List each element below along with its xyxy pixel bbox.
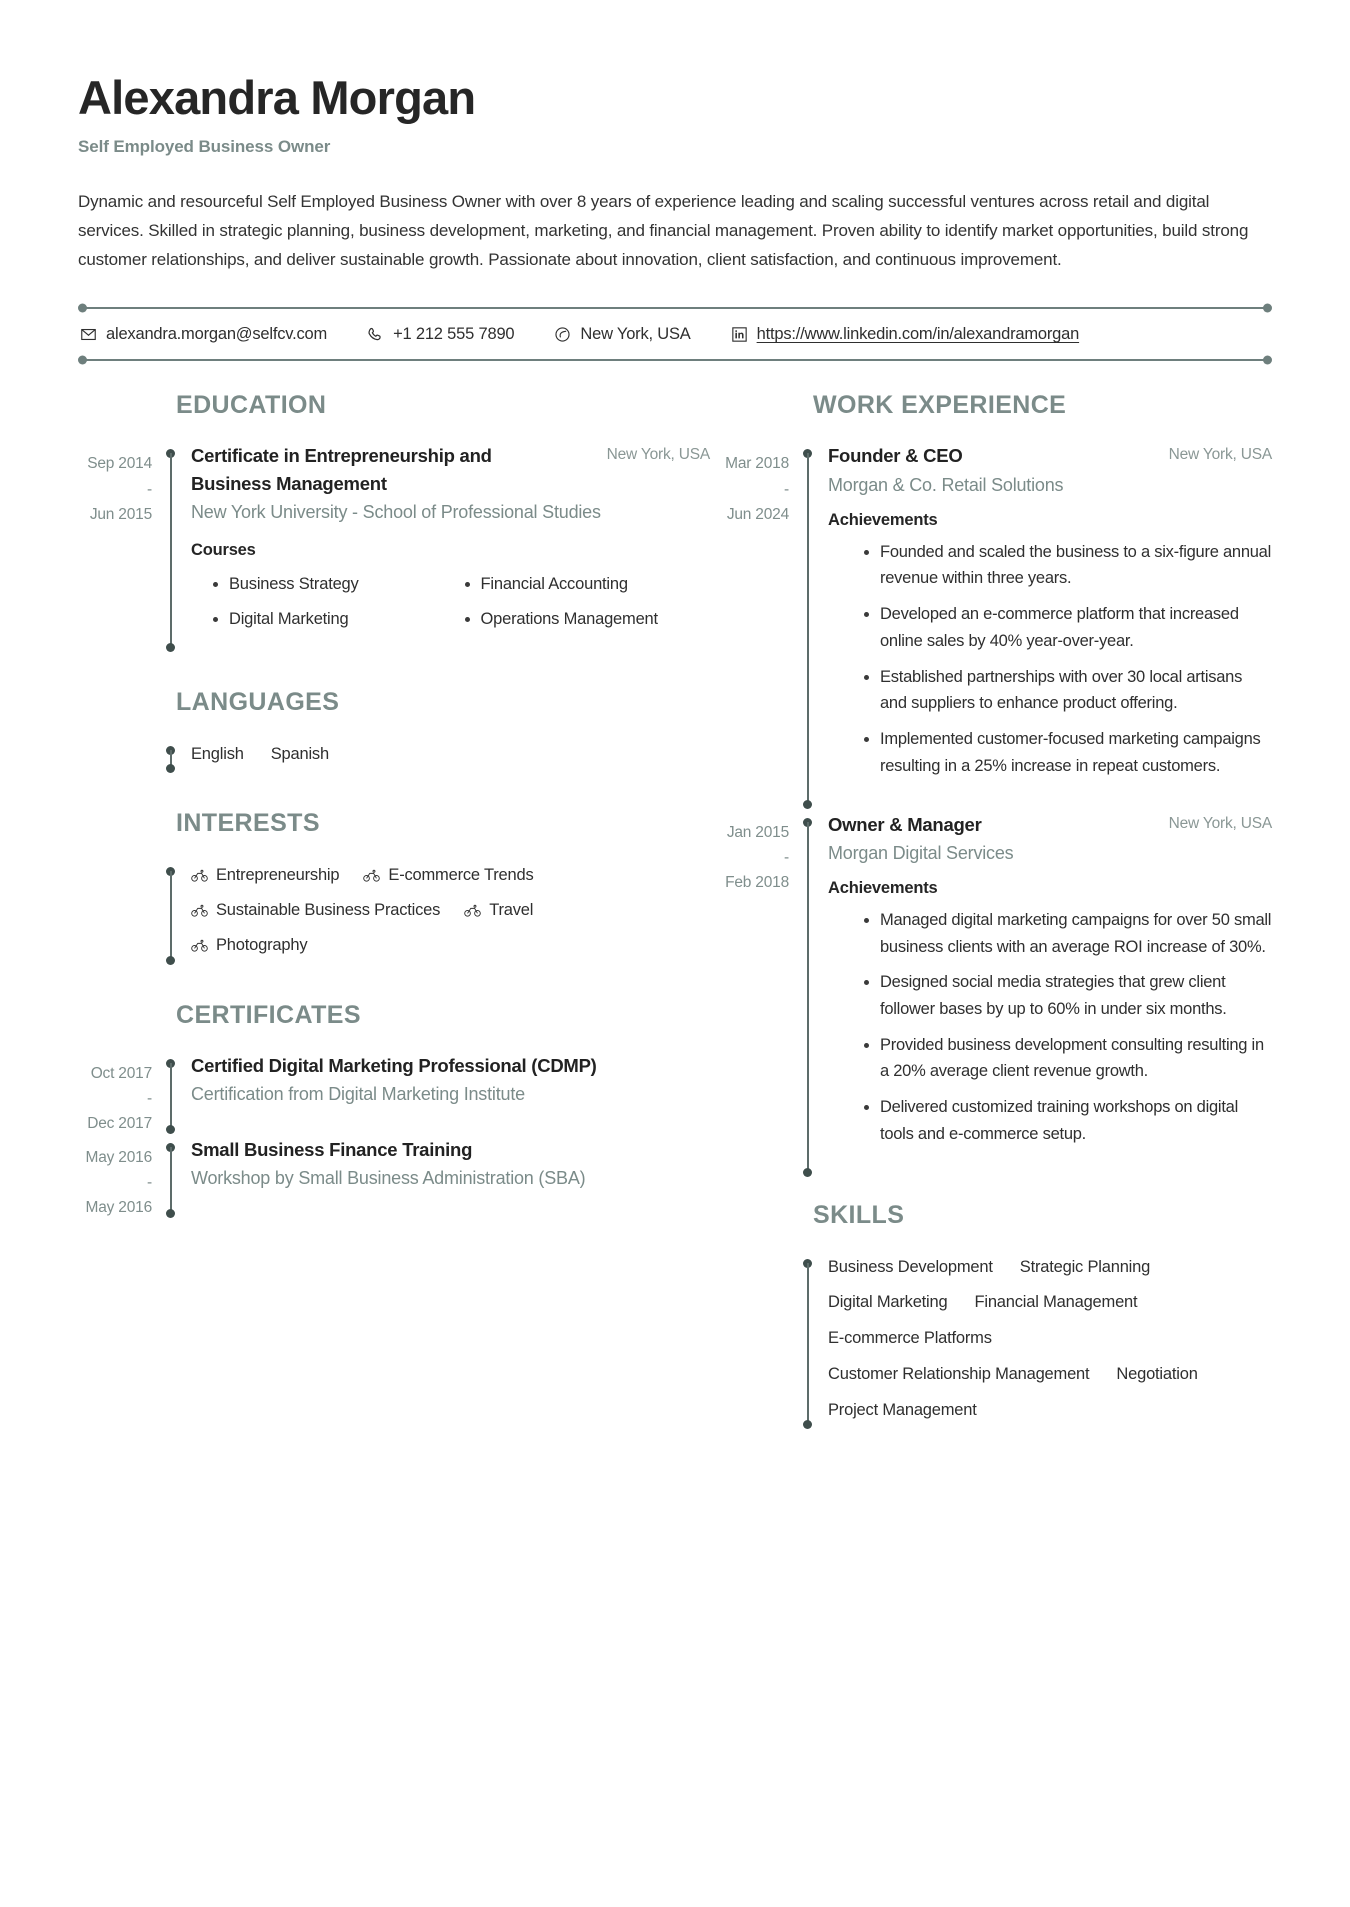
list-item: • Implemented customer-focused marketing campaigns resulting in a 25% increase in repeat customers.: [880, 726, 1272, 779]
timeline-dot-bottom: [803, 1420, 812, 1429]
list-item: Digital Marketing: [828, 1293, 948, 1312]
languages-dates-spacer: [78, 739, 166, 776]
date-start: Jan 2015: [726, 823, 789, 841]
timeline-dot-bottom: [166, 956, 175, 965]
timeline-rail: [803, 811, 814, 1179]
timeline-line: [807, 453, 809, 804]
timeline-dot-bottom: [803, 800, 812, 809]
timeline-line: [170, 871, 172, 960]
languages-list: [191, 739, 710, 770]
contact-phone[interactable]: [367, 325, 514, 344]
list-item: • Operations Management: [481, 607, 711, 632]
certificate-entry: [78, 1052, 710, 1136]
date-end: Feb 2018: [725, 873, 789, 891]
work-dates: [710, 442, 803, 810]
courses-list: [191, 572, 710, 632]
contact-phone-text: +1 212 555 7890: [393, 325, 515, 344]
list-item: Customer Relationship Management: [828, 1364, 1090, 1383]
list-item: E-commerce Platforms: [828, 1329, 992, 1348]
list-item: • Designed social media strategies that grew client follower bases by up to 60% in under six months.: [880, 969, 1272, 1022]
date-dash: -: [147, 480, 152, 498]
certificate-entry: [78, 1136, 710, 1220]
contact-divider-top: [84, 307, 1266, 309]
timeline-rail: [166, 1052, 177, 1136]
interest-label: Entrepreneurship: [216, 866, 340, 885]
work-role: Founder & CEO: [828, 445, 963, 467]
education-entry: [78, 442, 710, 653]
date-start: May 2016: [85, 1148, 152, 1166]
education-degree: Certificate in Entrepreneurship and Business Management: [191, 445, 492, 494]
work-company: Morgan Digital Services: [828, 842, 1014, 863]
courses-label: Courses: [191, 541, 256, 560]
section-title-languages: LANGUAGES: [176, 687, 340, 716]
date-start: Oct 2017: [90, 1064, 152, 1082]
contact-linkedin-text[interactable]: https://www.linkedin.com/in/alexandramorgan: [756, 325, 1080, 344]
list-item: English: [191, 744, 244, 763]
timeline-dot-bottom: [166, 643, 175, 652]
timeline-rail: [803, 442, 814, 810]
timeline-dot-bottom: [803, 1168, 812, 1177]
location-pin-icon: [554, 326, 571, 343]
date-dash: -: [784, 848, 789, 866]
timeline-line: [170, 1063, 172, 1130]
bicycle-icon: [191, 903, 208, 918]
achievements-list: [828, 539, 1272, 780]
envelope-icon: [80, 326, 97, 343]
list-item: [464, 898, 533, 923]
interest-label: Sustainable Business Practices: [216, 901, 441, 920]
list-item: [363, 863, 533, 888]
contact-location: [554, 325, 690, 344]
achievements-list: [828, 907, 1272, 1148]
list-item: • Managed digital marketing campaigns for over 50 small business clients with an average ROI increase of 30%.: [880, 907, 1272, 960]
list-item: Spanish: [270, 744, 329, 763]
section-title-work-experience: WORK EXPERIENCE: [813, 391, 1067, 420]
date-end: Dec 2017: [87, 1114, 152, 1132]
education-dates: [78, 442, 166, 653]
timeline-line: [170, 453, 172, 647]
section-title-certificates: CERTIFICATES: [176, 1000, 361, 1029]
interests-dates-spacer: [78, 860, 166, 966]
page-title: Alexandra Morgan: [78, 71, 476, 124]
contact-email[interactable]: [80, 325, 327, 344]
job-title: Self Employed Business Owner: [78, 136, 331, 156]
date-dash: -: [147, 1174, 152, 1192]
list-item: • Business Strategy: [229, 572, 459, 597]
contact-bar: [78, 307, 1272, 361]
list-item: [191, 898, 440, 923]
date-start: Sep 2014: [87, 455, 152, 473]
timeline-dot-bottom: [166, 1125, 175, 1134]
timeline-line: [170, 1147, 172, 1214]
linkedin-icon: [731, 326, 748, 343]
list-item: Negotiation: [1116, 1364, 1198, 1383]
list-item: • Established partnerships with over 30 local artisans and suppliers to enhance product offering.: [880, 664, 1272, 717]
list-item: • Delivered customized training workshops on digital tools and e-commerce setup.: [880, 1094, 1272, 1147]
skills-dates-spacer: [710, 1252, 803, 1432]
timeline-dot-bottom: [166, 764, 175, 773]
interests-list: [191, 860, 611, 960]
education-location: New York, USA: [606, 446, 710, 464]
contact-divider-bottom: [84, 359, 1266, 361]
bicycle-icon: [464, 903, 481, 918]
contact-location-text: New York, USA: [580, 325, 691, 344]
achievements-label: Achievements: [828, 510, 938, 529]
bicycle-icon: [191, 868, 208, 883]
bicycle-icon: [363, 868, 380, 883]
list-item: [191, 933, 307, 958]
contact-email-text: alexandra.morgan@selfcv.com: [106, 325, 328, 344]
skills-list: [828, 1252, 1272, 1426]
achievements-label: Achievements: [828, 878, 938, 897]
timeline-dot-bottom: [166, 1209, 175, 1218]
timeline-line: [807, 822, 809, 1173]
interests-entry: [78, 860, 710, 966]
bicycle-icon: [191, 938, 208, 953]
profile-summary: Dynamic and resourceful Self Employed Business Owner with over 8 years of experience leading and scaling successful ventures across retail and digital services. Skilled in strategic planning, business development, marketing, and financial management. Proven ability to identify market opportunities, build strong customer relationships, and deliver sustainable growth. Passionate about innovation, client satisfaction, and continuous improvement.: [78, 191, 1249, 270]
list-item: Project Management: [828, 1400, 977, 1419]
work-dates: [710, 811, 803, 1179]
certificate-issuer: Certification from Digital Marketing Institute: [191, 1084, 525, 1105]
list-item: • Founded and scaled the business to a six-figure annual revenue within three years.: [880, 539, 1272, 592]
skills-entry: [710, 1252, 1272, 1432]
work-entry: [710, 442, 1272, 810]
interest-label: E-commerce Trends: [388, 866, 534, 885]
date-dash: -: [784, 480, 789, 498]
certificate-issuer: Workshop by Small Business Administration (SBA): [191, 1168, 586, 1189]
left-column: [78, 391, 710, 1220]
contact-linkedin[interactable]: [731, 325, 1079, 344]
phone-icon: [367, 326, 384, 343]
section-title-interests: INTERESTS: [176, 809, 320, 838]
interest-label: Photography: [216, 935, 308, 954]
certificate-name: Small Business Finance Training: [191, 1138, 473, 1160]
work-company: Morgan & Co. Retail Solutions: [828, 474, 1064, 495]
timeline-line: [807, 1263, 809, 1426]
list-item: • Financial Accounting: [481, 572, 711, 597]
certificate-dates: [78, 1052, 166, 1136]
work-location: New York, USA: [1168, 814, 1272, 832]
list-item: • Digital Marketing: [229, 607, 459, 632]
date-end: Jun 2015: [89, 505, 152, 523]
list-item: Financial Management: [974, 1293, 1138, 1312]
timeline-rail: [166, 442, 177, 653]
list-item: [191, 863, 339, 888]
timeline-rail: [166, 860, 177, 966]
section-title-skills: SKILLS: [813, 1200, 905, 1229]
list-item: Strategic Planning: [1019, 1257, 1151, 1276]
list-item: • Provided business development consulting resulting in a 20% average client revenue growth.: [880, 1032, 1272, 1085]
timeline-rail: [166, 1136, 177, 1220]
right-column: [710, 391, 1272, 1431]
work-location: New York, USA: [1168, 446, 1272, 464]
languages-entry: [78, 739, 710, 776]
date-dash: -: [147, 1089, 152, 1107]
date-end: Jun 2024: [726, 505, 789, 523]
list-item: • Developed an e-commerce platform that increased online sales by 40% year-over-year.: [880, 601, 1272, 654]
resume-header: [78, 72, 1272, 274]
timeline-rail: [803, 1252, 814, 1432]
education-school: New York University - School of Professional Studies: [191, 502, 601, 523]
certificate-dates: [78, 1136, 166, 1220]
list-item: Business Development: [828, 1257, 993, 1276]
timeline-rail: [166, 739, 177, 776]
work-entry: [710, 811, 1272, 1179]
work-role: Owner & Manager: [828, 813, 982, 835]
interest-label: Travel: [489, 901, 534, 920]
date-end: May 2016: [85, 1199, 152, 1217]
certificate-name: Certified Digital Marketing Professional (CDMP): [191, 1054, 597, 1076]
section-title-education: EDUCATION: [176, 391, 327, 420]
date-start: Mar 2018: [725, 455, 789, 473]
